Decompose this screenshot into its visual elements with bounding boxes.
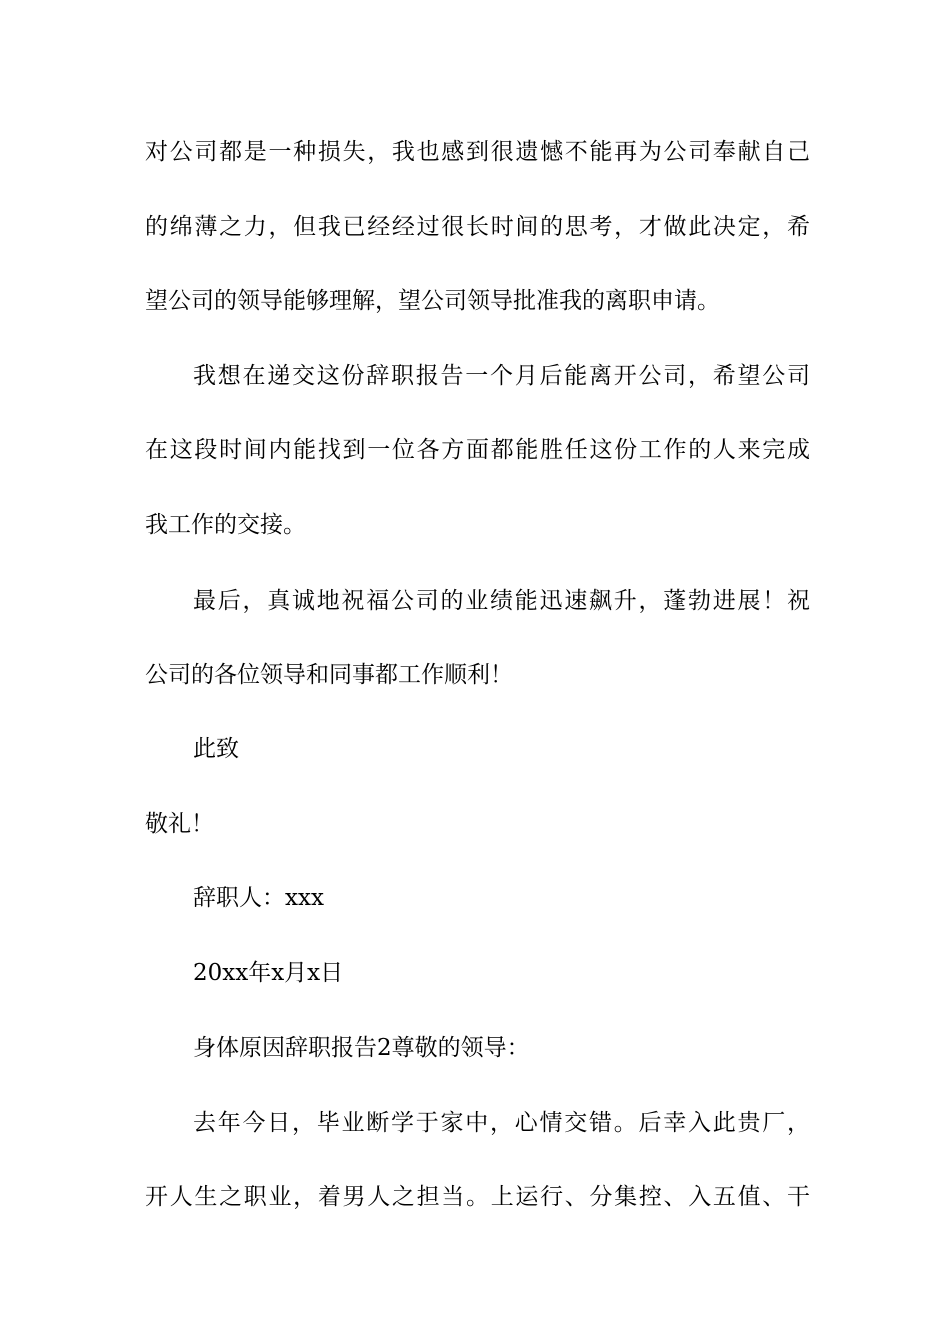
text-line: 开人生之职业，着男人之担当。上运行、分集控、入五值、干 [145,1184,810,1210]
text-line: 望公司的领导能够理解，望公司领导批准我的离职申请。 [145,288,720,314]
paragraph-first-line: 最后，真诚地祝福公司的业绩能迅速飙升，蓬勃进展！祝 [193,588,810,614]
signature-name: 辞职人：xxx [193,885,324,911]
closing-salutation: 此致 [193,736,239,762]
text-line: 在这段时间内能找到一位各方面都能胜任这份工作的人来完成 [145,437,810,463]
signature-date: 20xx年x月x日 [193,960,344,986]
closing-regards: 敬礼！ [145,811,214,837]
text-line: 公司的各位领导和同事都工作顺利！ [145,662,513,688]
paragraph-first-line: 我想在递交这份辞职报告一个月后能离开公司，希望公司 [193,363,810,389]
text-line: 我工作的交接。 [145,512,306,538]
text-line: 的绵薄之力，但我已经经过很长时间的思考，才做此决定，希 [145,214,810,240]
text-line: 对公司都是一种损失，我也感到很遗憾不能再为公司奉献自己 [145,139,810,165]
paragraph-first-line: 去年今日，毕业断学于家中，心情交错。后幸入此贵厂， [193,1110,810,1136]
section-heading: 身体原因辞职报告2尊敬的领导： [193,1035,530,1061]
